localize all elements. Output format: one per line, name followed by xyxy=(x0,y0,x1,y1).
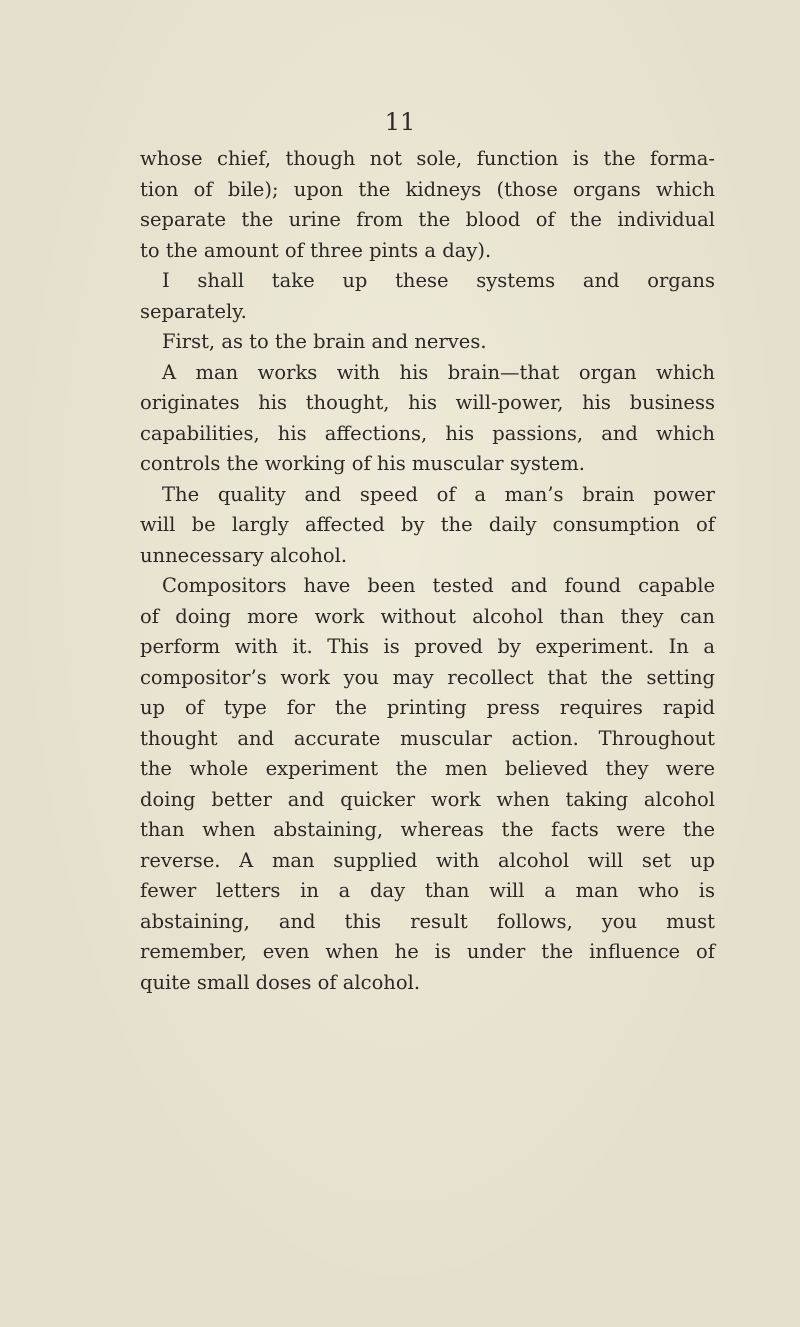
text-line: originates his thought, his will-power, his business xyxy=(140,391,715,414)
page-number: 11 xyxy=(384,108,416,136)
text-line: doing better and quicker work when taking alcohol xyxy=(140,787,715,811)
text-line: unnecessary alcohol. xyxy=(140,543,348,567)
text-line: than when abstaining, whereas the facts were the xyxy=(140,818,715,841)
text-line: fewer letters in a day than will a man who is xyxy=(140,879,715,902)
text-line: of doing more work without alcohol than they can xyxy=(140,604,715,628)
text-line: A man works with his brain—that organ which xyxy=(162,360,715,384)
text-line: up of type for the printing press requires rapid xyxy=(140,696,715,719)
text-line: Compositors have been tested and found capable xyxy=(162,574,715,597)
text-line: The quality and speed of a man’s brain power xyxy=(162,482,715,506)
text-line: perform with it. This is proved by experiment. In a xyxy=(140,635,715,658)
text-line: remember, even when he is under the influence of xyxy=(140,940,715,963)
text-line: the whole experiment the men believed they were xyxy=(140,757,715,780)
text-line: whose chief, though not sole, function is the forma- xyxy=(140,147,715,170)
text-line: First, as to the brain and nerves. xyxy=(162,330,487,353)
body-text xyxy=(140,144,715,998)
text-line: controls the working of his muscular system. xyxy=(140,452,585,475)
text-line: separate the urine from the blood of the individual xyxy=(140,208,715,231)
text-line: capabilities, his affections, his passions, and which xyxy=(140,421,715,445)
text-line: abstaining, and this result follows, you must xyxy=(140,909,715,933)
text-line: compositor’s work you may recollect that the setting xyxy=(140,665,715,689)
text-line: thought and accurate muscular action. Throughout xyxy=(140,726,715,750)
text-line: tion of bile); upon the kidneys (those organs which xyxy=(140,177,715,201)
text-line: reverse. A man supplied with alcohol will set up xyxy=(140,848,715,872)
text-line: separately. xyxy=(140,299,247,323)
text-line: quite small doses of alcohol. xyxy=(140,970,421,994)
text-line: I shall take up these systems and organs xyxy=(162,269,715,292)
text-line: will be largly affected by the daily consumption of xyxy=(140,513,715,536)
text-line: to the amount of three pints a day). xyxy=(140,238,492,262)
